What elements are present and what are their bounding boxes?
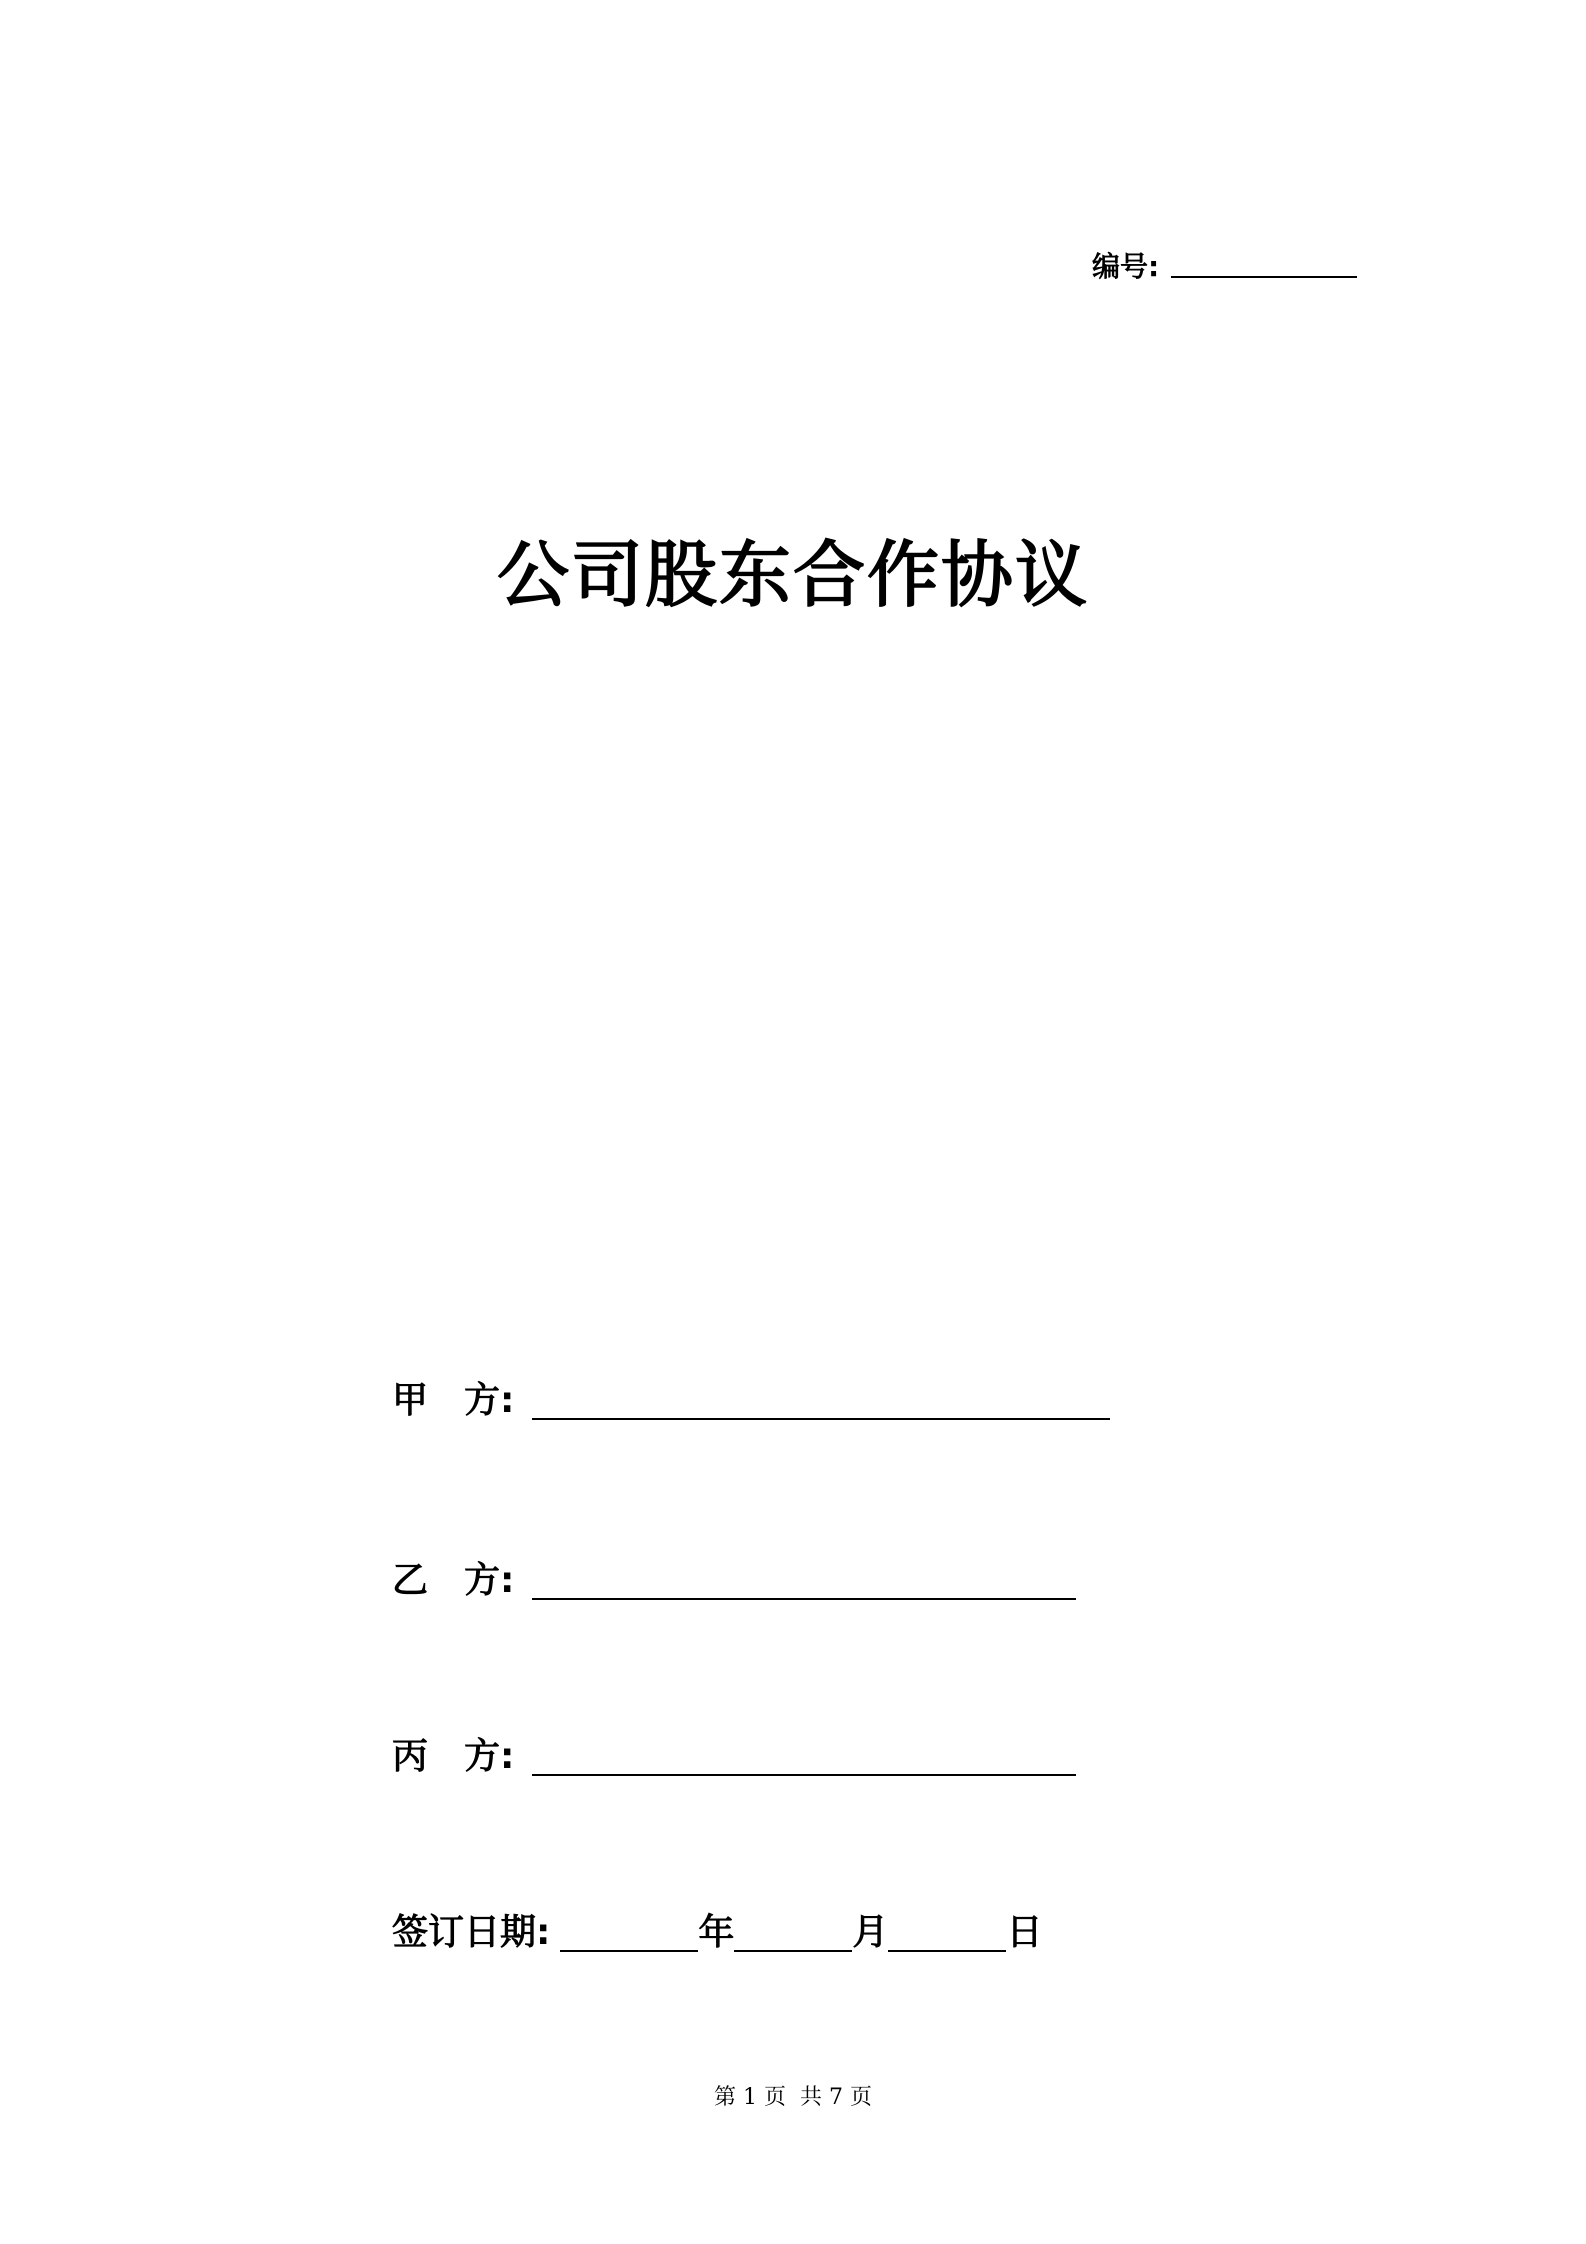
serial-number-label: 编号: bbox=[1092, 250, 1160, 283]
party-a-label: 甲 方: bbox=[392, 1380, 515, 1421]
party-b-row bbox=[392, 1554, 1076, 1606]
party-c-label: 丙 方: bbox=[392, 1736, 515, 1777]
party-a-blank[interactable] bbox=[532, 1378, 1110, 1420]
month-unit: 月 bbox=[852, 1912, 889, 1953]
serial-number-field bbox=[1092, 244, 1357, 284]
document-title: 公司股东合作协议 bbox=[496, 533, 1089, 617]
serial-number-blank[interactable] bbox=[1171, 246, 1357, 278]
day-unit: 日 bbox=[1006, 1912, 1043, 1953]
party-c-row bbox=[392, 1730, 1076, 1782]
party-c-blank[interactable] bbox=[532, 1734, 1076, 1776]
month-blank[interactable] bbox=[734, 1910, 852, 1952]
day-blank[interactable] bbox=[888, 1910, 1006, 1952]
year-blank[interactable] bbox=[560, 1910, 698, 1952]
signing-date-label: 签订日期: bbox=[392, 1912, 551, 1953]
page-footer: 第 1 页 共 7 页 bbox=[714, 2085, 872, 2110]
signing-date-row bbox=[392, 1906, 1042, 1958]
party-a-row bbox=[392, 1374, 1110, 1426]
party-b-blank[interactable] bbox=[532, 1558, 1076, 1600]
party-b-label: 乙 方: bbox=[392, 1560, 515, 1601]
year-unit: 年 bbox=[698, 1912, 735, 1953]
